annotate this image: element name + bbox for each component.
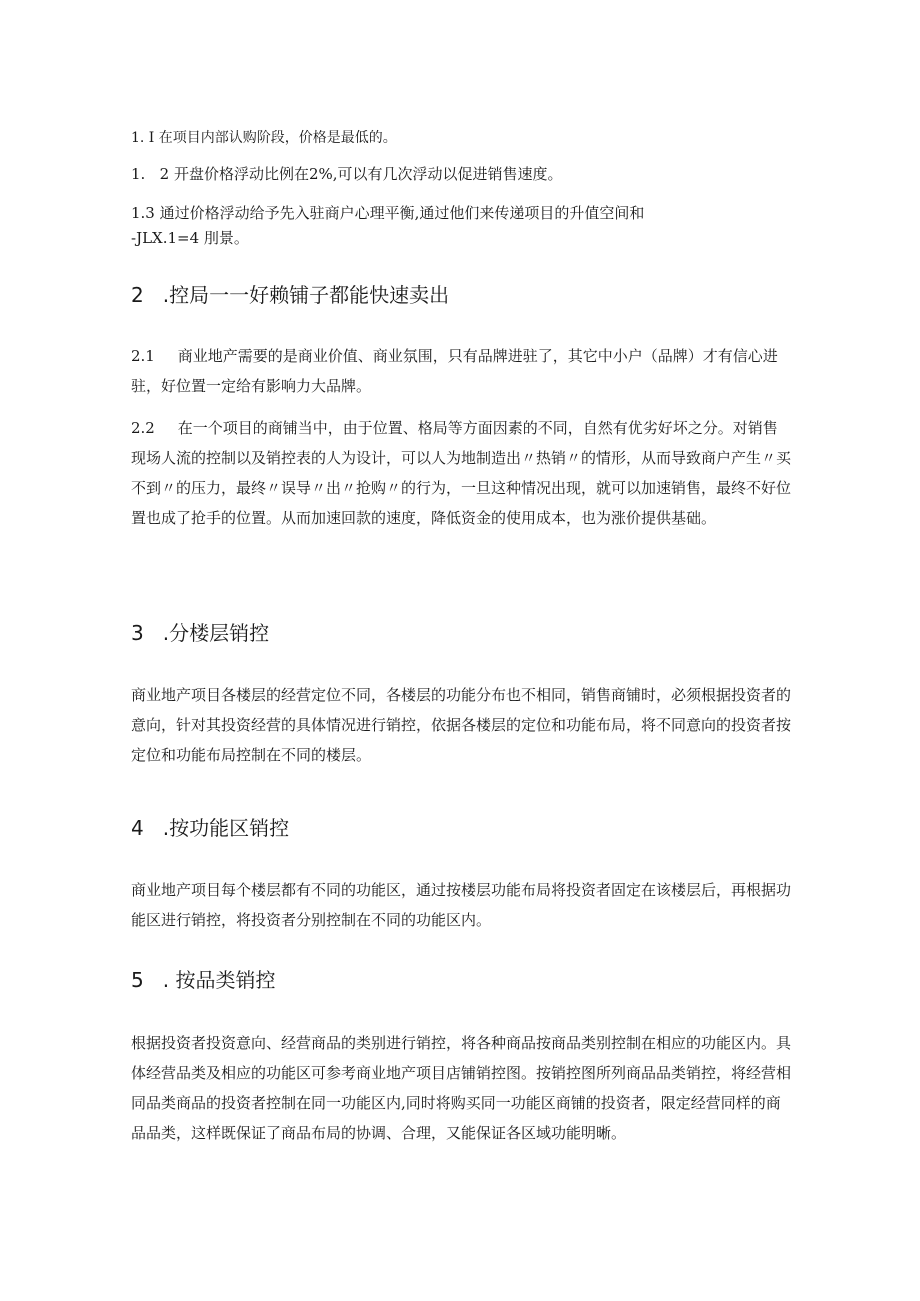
- item-text: 开盘价格浮动比例在2%,可以有几次浮动以促进销售速度。: [173, 165, 563, 183]
- section-2-1-paragraph: [131, 341, 791, 401]
- item-1-3-continued: [131, 228, 249, 248]
- item-number: 1. I: [131, 130, 155, 146]
- item-text: 通过价格浮动给予先入驻商户心理平衡,通过他们来传递项目的升值空间和: [159, 204, 645, 222]
- section-2-2-paragraph: [131, 413, 791, 533]
- paragraph-text: 在一个项目的商铺当中，由于位置、格局等方面因素的不同，自然有优劣好坏之分。对销售现场人流的控制以及销控表的人为设计，可以人为地制造出〃热销〃的情形，从而导致商户产生〃买不到〃的压力，最终〃误导〃出〃抢购〃的行为，一旦这种情况出现，就可以加速销售，最终不好位置也成了抢手的位置。从而加速回款的速度，降低资金的使用成本，也为涨价提供基础。: [131, 419, 792, 527]
- item-1-1: [131, 128, 397, 148]
- paragraph-text: 商业地产需要的是商业价值、商业氛围，只有品牌进驻了，其它中小户（品牌）才有信心进驻，好位置一定给有影响力大品牌。: [131, 347, 778, 395]
- item-number: 1. 2: [131, 165, 170, 183]
- item-text: -JLX.1=4 刖景。: [131, 229, 249, 247]
- section-3-heading: 3 .分楼层销控: [131, 621, 270, 645]
- item-text: 在项目内部认购阶段，价格是最低的。: [158, 130, 397, 146]
- paragraph-number: 2.1: [131, 347, 155, 365]
- section-5-heading: 5 . 按品类销控: [131, 968, 276, 992]
- section-4-heading: 4 .按功能区销控: [131, 816, 290, 840]
- section-3-paragraph: 商业地产项目各楼层的经营定位不同，各楼层的功能分布也不相同，销售商铺时，必须根据投资者的意向，针对其投资经营的具体情况进行销控，依据各楼层的定位和功能布局，将不同意向的投资者按定位和功能布局控制在不同的楼层。: [131, 686, 792, 764]
- item-number: 1.3: [131, 204, 155, 222]
- item-1-3: [131, 203, 644, 223]
- section-2-heading: 2 .控局一一好赖铺子都能快速卖出: [131, 283, 450, 307]
- paragraph-number: 2.2: [131, 419, 155, 437]
- section-5-paragraph: 根据投资者投资意向、经营商品的类别进行销控，将各种商品按商品类别控制在相应的功能区内。具体经营品类及相应的功能区可参考商业地产项目店铺销控图。按销控图所列商品品类销控，将经营相同品类商品的投资者控制在同一功能区内,同时将购买同一功能区商铺的投资者，限定经营同样的商品品类，这样既保证了商品布局的协调、合理，又能保证各区域功能明晰。: [131, 1034, 792, 1142]
- item-1-2: [131, 164, 563, 184]
- section-4-paragraph: 商业地产项目每个楼层都有不同的功能区，通过按楼层功能布局将投资者固定在该楼层后，再根据功能区进行销控，将投资者分别控制在不同的功能区内。: [131, 881, 792, 929]
